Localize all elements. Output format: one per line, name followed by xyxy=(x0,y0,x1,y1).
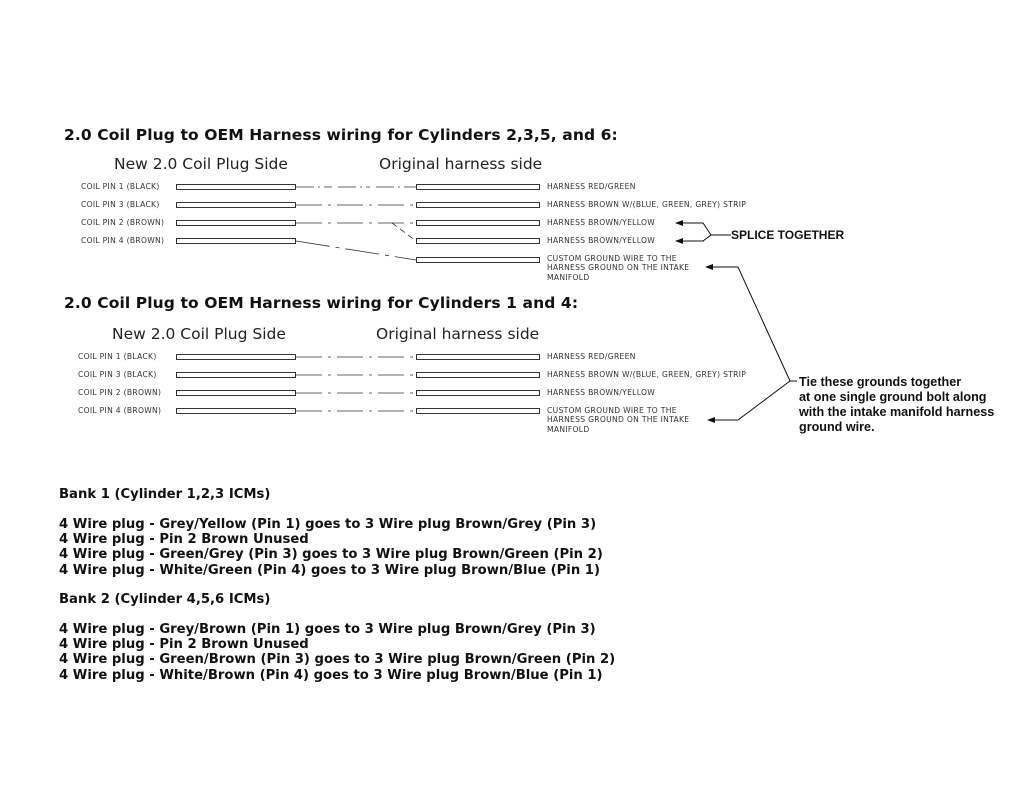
bank2-title: Bank 2 (Cylinder 4,5,6 ICMs) xyxy=(59,592,271,607)
ground-arrow-bottom xyxy=(708,381,790,420)
section1-harness-label: HARNESS BROWN W/(BLUE, GREEN, GREY) STRIP xyxy=(547,200,747,209)
connection-line xyxy=(392,223,416,241)
section2-coil-side-heading: New 2.0 Coil Plug Side xyxy=(112,325,286,343)
section2-pin-label: COIL PIN 4 (BROWN) xyxy=(78,406,162,415)
section1-coil-side-heading: New 2.0 Coil Plug Side xyxy=(114,155,288,173)
section2-harness-label: HARNESS RED/GREEN xyxy=(547,352,636,361)
section1-harness-label: HARNESS BROWN/YELLOW xyxy=(547,236,656,245)
splice-together-label: SPLICE TOGETHER xyxy=(731,228,845,242)
section2-title: 2.0 Coil Plug to OEM Harness wiring for Cylinders 1 and 4: xyxy=(64,294,579,312)
section2-harness-side-heading: Original harness side xyxy=(376,325,540,343)
section2-ground-label: CUSTOM GROUND WIRE TO THE HARNESS GROUND ON THE INTAKE MANIFOLD xyxy=(547,406,690,434)
section2-pin-label: COIL PIN 2 (BROWN) xyxy=(78,388,162,397)
ground-arrow-top xyxy=(706,267,797,381)
section1-harness-label: HARNESS BROWN/YELLOW xyxy=(547,218,656,227)
bank1-title: Bank 1 (Cylinder 1,2,3 ICMs) xyxy=(59,487,271,502)
section1-pin-label: COIL PIN 3 (BLACK) xyxy=(81,200,160,209)
section1-harness-side-heading: Original harness side xyxy=(379,155,543,173)
section1-ground-label: CUSTOM GROUND WIRE TO THE HARNESS GROUND ON THE INTAKE MANIFOLD xyxy=(547,254,690,282)
connection-line xyxy=(296,241,416,260)
splice-bracket xyxy=(678,223,711,241)
section1-pin-label: COIL PIN 4 (BROWN) xyxy=(81,236,165,245)
section2-harness-label: HARNESS BROWN W/(BLUE, GREEN, GREY) STRIP xyxy=(547,370,747,379)
section1-title: 2.0 Coil Plug to OEM Harness wiring for Cylinders 2,3,5, and 6: xyxy=(64,126,618,144)
section1-harness-label: HARNESS RED/GREEN xyxy=(547,182,636,191)
ground-note: Tie these grounds together at one single ground bolt along with the intake manifold harness ground wire. xyxy=(799,375,995,434)
section1-pin-label: COIL PIN 2 (BROWN) xyxy=(81,218,165,227)
section2-pin-label: COIL PIN 1 (BLACK) xyxy=(78,352,157,361)
bank2-lines: 4 Wire plug - Grey/Brown (Pin 1) goes to 3 Wire plug Brown/Grey (Pin 3) 4 Wire plug - Pin 2 Brown Unused 4 Wire plug - Green/Brown (Pin 3) goes to 3 Wire plug Brown/Green (Pin 2) 4 Wire plug - White/Brown (Pin 4) goes to 3 Wire plug Brown/Blue (Pin 1) xyxy=(59,622,616,683)
section2-harness-label: HARNESS BROWN/YELLOW xyxy=(547,388,656,397)
bank1-lines: 4 Wire plug - Grey/Yellow (Pin 1) goes to 3 Wire plug Brown/Grey (Pin 3) 4 Wire plug - Pin 2 Brown Unused 4 Wire plug - Green/Grey (Pin 3) goes to 3 Wire plug Brown/Green (Pin 2) 4 Wire plug - White/Green (Pin 4) goes to 3 Wire plug Brown/Blue (Pin 1) xyxy=(59,517,603,578)
section1-pin-label: COIL PIN 1 (BLACK) xyxy=(81,182,160,191)
section2-pin-label: COIL PIN 3 (BLACK) xyxy=(78,370,157,379)
